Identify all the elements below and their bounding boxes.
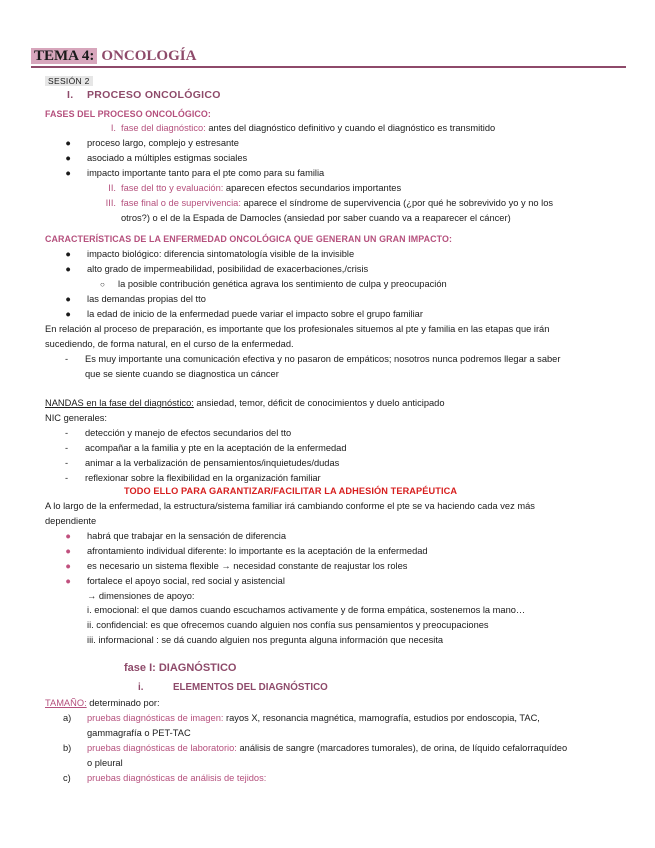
size-line: TAMAÑO: determinado por:: [45, 698, 160, 708]
title-bar: [31, 46, 626, 68]
phase-item: III. fase final o de supervivencia: aparece el síndrome de supervivencia (¿por qué he sobrevivido yo y no los: [105, 198, 554, 208]
list-item: ● impacto biológico: diferencia sintomatología visible de la invisible: [65, 249, 355, 259]
test-item: a) pruebas diagnósticas de imagen: rayos X, resonancia magnética, mamografía, estudios por endoscopia, TAC,: [63, 713, 540, 723]
list-item: ● las demandas propias del tto: [65, 294, 206, 304]
list-item: ● habrá que trabajar en la sensación de diferencia: [65, 531, 286, 541]
paragraph-line: sucediendo, de forma natural, en el curso de la enfermedad.: [45, 339, 294, 349]
list-item: ● fortalece el apoyo social, red social y asistencial: [65, 576, 285, 586]
nic-item: - reflexionar sobre la flexibilidad en la organización familiar: [65, 473, 321, 483]
nic-item: - acompañar a la familia y pte en la aceptación de la enfermedad: [65, 443, 347, 453]
test-item: b) pruebas diagnósticas de laboratorio: análisis de sangre (marcadores tumorales), de orina, de líquido cefalorraquídeo: [63, 743, 568, 753]
test-item-continued: o pleural: [87, 758, 123, 768]
list-item: ● es necesario un sistema flexible → necesidad constante de reajustar los roles: [65, 561, 408, 571]
dash-item: - Es muy importante una comunicación efectiva y no pasaron de empáticos; nosotros nunca podremos llegar a saber: [65, 354, 561, 364]
support-intro: → dimensiones de apoyo:: [87, 591, 195, 601]
test-item-continued: gammagrafía o PET-TAC: [87, 728, 191, 738]
page-title: [31, 46, 196, 66]
nandas-line: NANDAS en la fase del diagnóstico: ansiedad, temor, déficit de conocimientos y duelo anticipado: [45, 398, 445, 408]
support-item: i. emocional: el que damos cuando escuchamos activamente y de forma empática, sostenemos la mano…: [87, 605, 526, 615]
test-item: c) pruebas diagnósticas de análisis de tejidos:: [63, 773, 267, 783]
characteristics-heading: CARACTERÍSTICAS DE LA ENFERMEDAD ONCOLÓGICA QUE GENERAN UN GRAN IMPACTO:: [45, 234, 453, 244]
list-item: ● alto grado de impermeabilidad, posibilidad de exacerbaciones,/crisis: [65, 264, 369, 274]
paragraph-line: En relación al proceso de preparación, es importante que los profesionales situemos al pte y familia en las etapas que irán: [45, 324, 550, 334]
title-text: ONCOLOGÍA: [101, 48, 197, 64]
phase-item: I. fase del diagnóstico: antes del diagnóstico definitivo y cuando el diagnóstico es transmitido: [110, 123, 496, 133]
list-item: ● proceso largo, complejo y estresante: [65, 138, 239, 148]
support-item: iii. informacional : se dá cuando alguien nos pregunta alguna información que necesita: [87, 635, 444, 645]
title-label: TEMA 4:: [31, 48, 97, 64]
nic-item: - detección y manejo de efectos secundarios del tto: [65, 428, 292, 438]
phase-item-continued: otros?) o el de la Espada de Damocles (ansiedad por saber cuando va a reaparecer el cáncer): [121, 213, 511, 223]
list-item: ● impacto importante tanto para el pte como para su familia: [65, 168, 325, 178]
session-label: SESIÓN 2: [45, 75, 93, 87]
nic-label: NIC generales:: [45, 413, 108, 423]
sub-list-item: ○ la posible contribución genética agrava los sentimiento de culpa y preocupación: [100, 279, 447, 289]
adherence-note: TODO ELLO PARA GARANTIZAR/FACILITAR LA ADHESIÓN TERAPÉUTICA: [124, 486, 458, 496]
section-heading: I. PROCESO ONCOLÓGICO: [67, 89, 221, 101]
elements-heading: i. ELEMENTOS DEL DIAGNÓSTICO: [138, 682, 328, 693]
support-item: ii. confidencial: es que ofrecemos cuando alguien nos confía sus pensamientos y preocupaciones: [87, 620, 489, 630]
paragraph-line: dependiente: [45, 516, 97, 526]
list-item: ● la edad de inicio de la enfermedad puede variar el impacto sobre el grupo familiar: [65, 309, 423, 319]
paragraph-line: A lo largo de la enfermedad, la estructura/sistema familiar irá cambiando conforme el pte se va haciendo cada vez más: [45, 501, 535, 511]
list-item: ● asociado a múltiples estigmas sociales: [65, 153, 248, 163]
phase-title: fase I: DIAGNÓSTICO: [124, 662, 237, 674]
phase-item: II. fase del tto y evaluación: aparecen efectos secundarios importantes: [108, 183, 402, 193]
list-item: ● afrontamiento individual diferente: lo importante es la aceptación de la enfermedad: [65, 546, 428, 556]
phases-heading: FASES DEL PROCESO ONCOLÓGICO:: [45, 109, 211, 119]
nic-item: - animar a la verbalización de pensamientos/inquietudes/dudas: [65, 458, 340, 468]
dash-item-continued: que se siente cuando se diagnostica un cáncer: [85, 369, 279, 379]
